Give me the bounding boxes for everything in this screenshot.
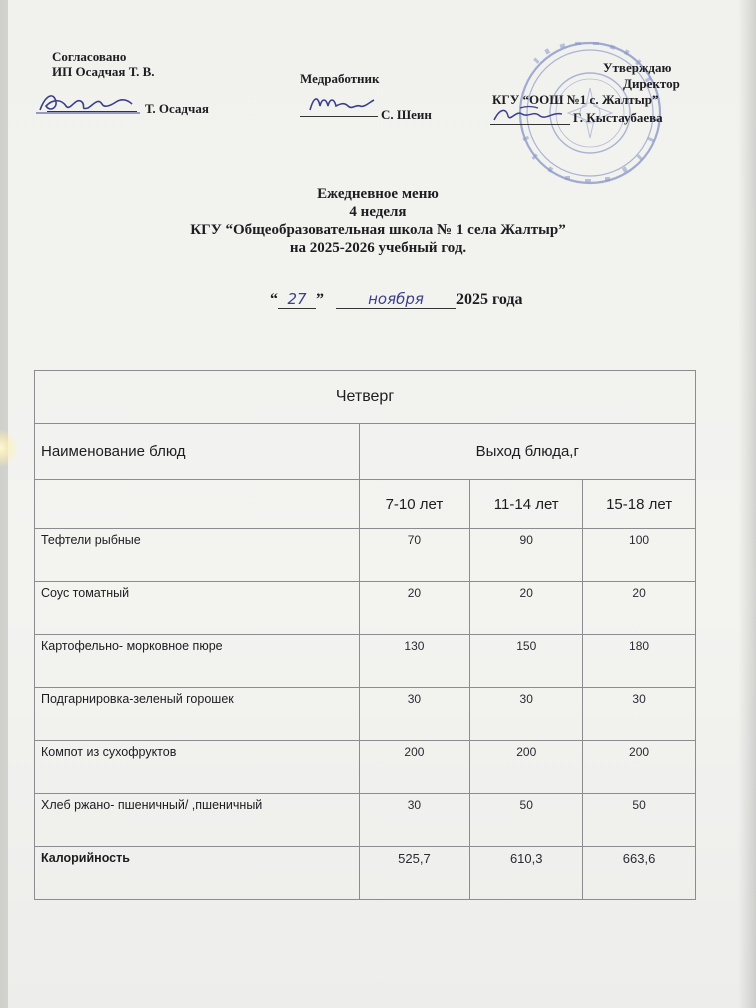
- title-line-year: на 2025-2026 учебный год.: [289, 240, 467, 256]
- day-row: [35, 371, 696, 424]
- calorie-11-14: 610,3: [470, 847, 583, 900]
- approve-role: Директор: [623, 76, 680, 91]
- day-header: Четверг: [35, 371, 696, 424]
- date-open-quote: “: [270, 291, 278, 308]
- portion-7-10: 130: [359, 635, 470, 688]
- date-day-handwritten: 27: [278, 290, 316, 309]
- document-title: [0, 185, 756, 257]
- agreed-title: Согласовано: [52, 49, 127, 64]
- portion-7-10: 30: [359, 794, 470, 847]
- output-column-header: Выход блюда,г: [359, 424, 695, 480]
- age-group-11-14: 11-14 лет: [470, 480, 583, 529]
- portion-11-14: 30: [470, 688, 583, 741]
- portion-15-18: 200: [583, 741, 696, 794]
- calorie-7-10: 525,7: [359, 847, 470, 900]
- calorie-label: Калорийность: [35, 847, 360, 900]
- portion-11-14: 50: [470, 794, 583, 847]
- agreed-sign-name: Т. Осадчая: [145, 101, 209, 116]
- portion-11-14: 200: [470, 741, 583, 794]
- total-row: [35, 847, 696, 900]
- light-glare: [0, 430, 18, 466]
- signature-osadchaya: [32, 88, 142, 118]
- portion-15-18: 50: [583, 794, 696, 847]
- dish-name: Тефтели рыбные: [35, 529, 360, 582]
- portion-15-18: 30: [583, 688, 696, 741]
- date-close-quote: ”: [316, 291, 324, 308]
- portion-11-14: 20: [470, 582, 583, 635]
- dish-name: Хлеб ржано- пшеничный/ ,пшеничный: [35, 794, 360, 847]
- agreed-name: ИП Осадчая Т. В.: [52, 64, 155, 79]
- signature-kystaubaeva: [490, 104, 570, 126]
- table-row: [35, 582, 696, 635]
- dish-column-header: Наименование блюд: [35, 424, 360, 480]
- approve-sign-name: Г. Кыстаубаева: [573, 110, 663, 125]
- medworker-sign-name: С. Шеин: [381, 107, 432, 122]
- age-row: [35, 480, 696, 529]
- header-row: [35, 424, 696, 480]
- date-line: [270, 290, 523, 320]
- dish-name: Картофельно- морковное пюре: [35, 635, 360, 688]
- age-spacer-cell: [35, 480, 360, 529]
- approve-title: Утверждаю: [603, 60, 672, 75]
- portion-7-10: 20: [359, 582, 470, 635]
- portion-7-10: 30: [359, 688, 470, 741]
- table-row: [35, 741, 696, 794]
- date-month-handwritten: ноября: [336, 290, 456, 309]
- title-line-school: КГУ “Общеобразовательная школа № 1 села Жалтыр”: [190, 222, 566, 238]
- signature-shein: [300, 90, 380, 118]
- menu-table: [34, 370, 696, 900]
- age-group-15-18: 15-18 лет: [583, 480, 696, 529]
- title-line-week: 4 неделя: [349, 204, 407, 220]
- table-row: [35, 688, 696, 741]
- medworker-title: Медработник: [300, 71, 380, 86]
- approve-org: КГУ “ООШ №1 с. Жалтыр”: [492, 92, 659, 107]
- sign-line-left: [47, 111, 137, 112]
- portion-7-10: 70: [359, 529, 470, 582]
- age-group-7-10: 7-10 лет: [359, 480, 470, 529]
- portion-7-10: 200: [359, 741, 470, 794]
- portion-11-14: 150: [470, 635, 583, 688]
- portion-15-18: 180: [583, 635, 696, 688]
- dish-name: Компот из сухофруктов: [35, 741, 360, 794]
- table-row: [35, 529, 696, 582]
- edge-shadow: [738, 0, 756, 1008]
- table-row: [35, 794, 696, 847]
- table-row: [35, 635, 696, 688]
- dish-name: Подгарнировка-зеленый горошек: [35, 688, 360, 741]
- calorie-15-18: 663,6: [583, 847, 696, 900]
- sign-line-middle: [300, 116, 378, 117]
- portion-15-18: 20: [583, 582, 696, 635]
- portion-15-18: 100: [583, 529, 696, 582]
- date-year: 2025 года: [456, 291, 523, 308]
- title-line-menu: Ежедневное меню: [317, 186, 439, 202]
- portion-11-14: 90: [470, 529, 583, 582]
- sign-line-right: [490, 124, 570, 125]
- dish-name: Соус томатный: [35, 582, 360, 635]
